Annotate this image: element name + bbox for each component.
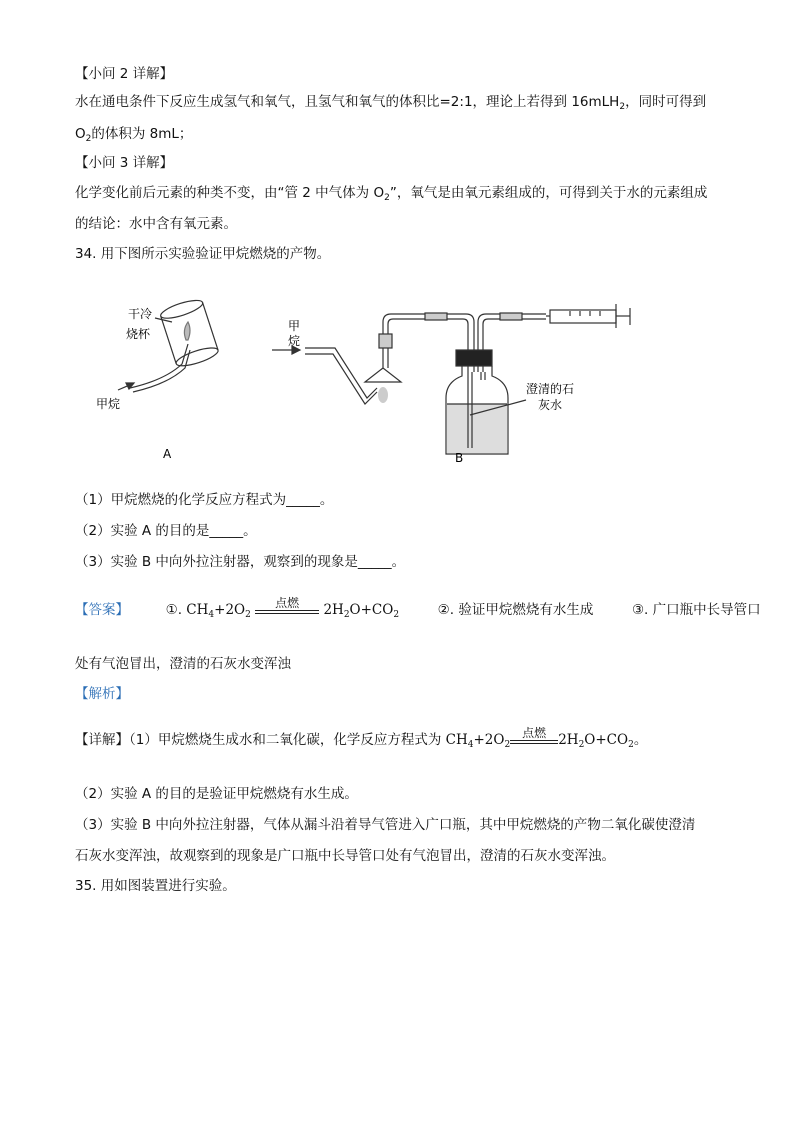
answer-line	[75, 595, 761, 620]
q3-title: 【小问 3 详解】	[75, 155, 174, 171]
q35-stem: 35. 用如图装置进行实验。	[75, 878, 236, 894]
caption-b: B	[455, 451, 464, 465]
label-gas-b-1: 甲	[288, 319, 301, 333]
apparatus-b	[272, 304, 630, 454]
q2-line2-pre: O	[75, 126, 86, 142]
q2-line1-text: 水在通电条件下反应生成氢气和氧气，且氢气和氧气的体积比=2:1，理论上若得到 16mLH	[75, 94, 620, 110]
q2-line2-sub: 2	[85, 134, 92, 144]
q3-line1-pre: 化学变化前后元素的种类不变，由“管 2 中气体为 O	[75, 185, 385, 201]
answer2: ②. 验证甲烷燃烧有水生成	[437, 602, 594, 618]
detail3a: （3）实验 B 中向外拉注射器，气体从漏斗沿着导气管进入广口瓶，其中甲烷燃烧的产物二氧化碳使澄清	[75, 817, 696, 833]
answer-tag: 【答案】	[75, 602, 129, 618]
label-cup-2: 烧杯	[126, 327, 151, 341]
q3-line1-sub: 2	[384, 193, 390, 203]
label-cup-1: 干冷	[128, 307, 153, 321]
detail-tag: 【详解】	[75, 732, 129, 748]
q3-line2: 的结论：水中含有氧元素。	[75, 216, 237, 232]
q2-line2	[75, 124, 192, 144]
q34-sub3: （3）实验 B 中向外拉注射器，观察到的现象是_____。	[75, 554, 406, 570]
detail3b: 石灰水变浑浊，故观察到的现象是广口瓶中长导管口处有气泡冒出，澄清的石灰水变浑浊。	[75, 848, 615, 864]
analysis-tag: 【解析】	[75, 686, 129, 702]
label-gas-a: 甲烷	[96, 397, 121, 411]
answer3-cont: 处有气泡冒出，澄清的石灰水变浑浊	[75, 656, 291, 672]
caption-a: A	[163, 447, 172, 461]
q2-line1-end: ，同时可得到	[625, 94, 707, 110]
detail2: （2）实验 A 的目的是验证甲烷燃烧有水生成。	[75, 786, 358, 802]
answer1-condition: 点燃	[255, 596, 319, 614]
detail1-text: （1）甲烷燃烧生成水和二氧化碳，化学反应方程式为	[129, 732, 442, 748]
q2-line1-sub: 2	[619, 102, 626, 112]
q34-sub1: （1）甲烷燃烧的化学反应方程式为_____。	[75, 492, 334, 508]
label-lime-2: 灰水	[538, 398, 563, 412]
label-lime-1: 澄清的石	[526, 382, 575, 396]
label-gas-b-2: 烷	[288, 334, 301, 348]
q3-line1-end: ”，氧气是由氧元素组成的，可得到关于水的元素组成	[389, 185, 708, 201]
q3-line1	[75, 183, 707, 203]
apparatus-figure	[0, 280, 800, 470]
answer1-num: ①.	[165, 602, 182, 618]
detail1-equation: $CH_4+2O_2$ 点燃 $2H_2O+CO_2$。	[445, 725, 648, 750]
answer1-equation: $CH_4+2O_2$ 点燃 $2H_2O+CO_2$	[186, 595, 400, 620]
detail1	[75, 725, 648, 750]
q2-title: 【小问 2 详解】	[75, 66, 174, 82]
answer3: ③. 广口瓶中长导管口	[631, 602, 761, 618]
q2-line2-text: 的体积为 8mL；	[91, 126, 193, 142]
q34-stem: 34. 用下图所示实验验证甲烷燃烧的产物。	[75, 246, 331, 262]
q2-line1	[75, 92, 706, 112]
q34-sub2: （2）实验 A 的目的是_____。	[75, 523, 257, 539]
